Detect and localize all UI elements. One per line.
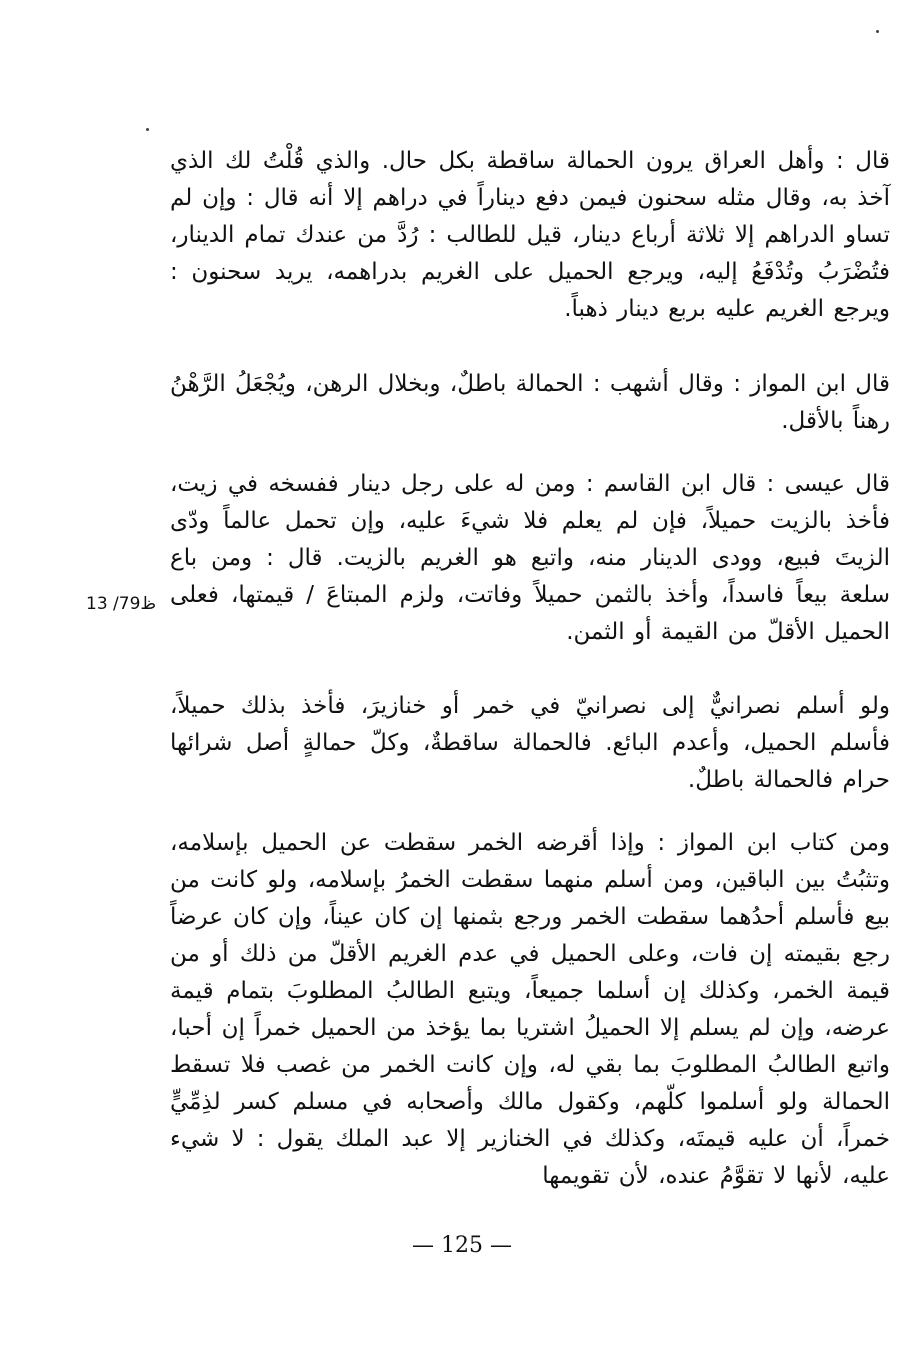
page-number: — 125 — xyxy=(412,1233,512,1258)
paragraph-5: ومن كتاب ابن المواز : وإذا أقرضه الخمر سقطت عن الحميل بإسلامه، وتثبُتُ بين الباقين، ومن أسلم منهما سقطت الخمرُ بإسلامه، ولو كانت من بيع فأسلم أحدُهما سقطت الخمر ورجع بثمنها إن كان عيناً، وإن كان عرضاً رجع بقيمته إن فات، وعلى الحميل في عدم الغريم الأقلّ من ذلك أو من قيمة الخمر، وكذلك إن أسلما جميعاً، ويتبع الطالبُ المطلوبَ بتمام قيمة عرضه، وإن لم يسلم إلا الحميلُ اشتريا بما يؤخذ من الحميل خمراً إن أحبا، واتبع الطالبُ المطلوبَ بما بقي له، وإن كانت الخمر من غصب فلا تسقط الحمالة ولو أسلموا كلّهم، وكقول مالك وأصحابه في مسلم كسر لذِمِّيٍّ خمراً، أن عليه قيمتَه، وكذلك في الخنازير إلا عبد الملك يقول : لا شيء عليه، لأنها لا تقوَّمُ عنده، لأن تقويمها xyxy=(170,830,890,1189)
manuscript-folio-note: 13 /79ظ xyxy=(86,594,157,614)
paragraph-1: قال : وأهل العراق يرون الحمالة ساقطة بكل حال. والذي قُلْتُ لك الذي آخذ به، وقال مثله سحنون فيمن دفع ديناراً في دراهم إلا أنه قال : وإن لم تساو الدراهم إلا ثلاثة أرباع دينار، قيل للطالب : رُدَّ من عندك تمام الدينار، فتُضْرَبُ وتُدْفَعُ إليه، ويرجع الحميل على الغريم بدراهمه، يريد سحنون : ويرجع الغريم عليه بربع دينار ذهباً. xyxy=(170,148,890,322)
scan-speck xyxy=(876,30,879,33)
scan-speck xyxy=(146,128,149,131)
paragraph-4: ولو أسلم نصرانيٌّ إلى نصرانيّ في خمر أو خنازيرَ، فأخذ بذلك حميلاً، فأسلم الحميل، وأعدم البائع. فالحمالة ساقطةٌ، وكلّ حمالةٍ أصل شرائها حرام فالحمالة باطلٌ. xyxy=(170,693,890,793)
paragraph-3: قال عيسى : قال ابن القاسم : ومن له على رجل دينار ففسخه في زيت، فأخذ بالزيت حميلاً، فإن لم يعلم فلا شيءَ عليه، وإن تحمل عالماً ودّى الزيتَ فبيع، وودى الدينار منه، واتبع هو الغريم بالزيت. قال : ومن باع سلعة بيعاً فاسداً، وأخذ بالثمن حميلاً وفاتت، ولزم المبتاعَ / قيمتها، فعلى الحميل الأقلّ من القيمة أو الثمن. xyxy=(170,471,890,645)
paragraph-2: قال ابن المواز : وقال أشهب : الحمالة باطلٌ، وبخلال الرهن، ويُجْعَلُ الرَّهْنُ رهناً بالأقل. xyxy=(170,371,890,434)
